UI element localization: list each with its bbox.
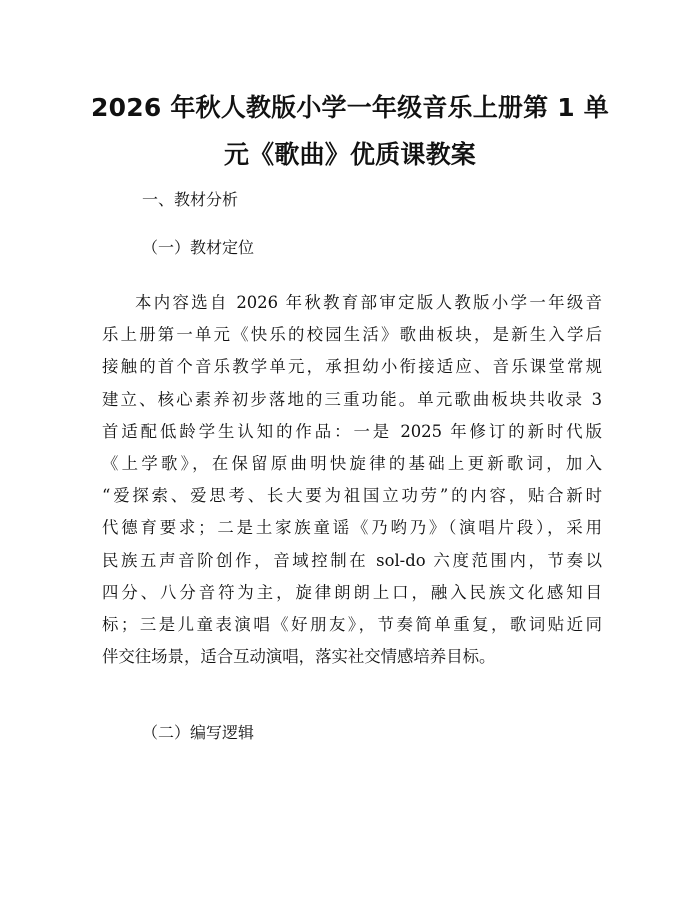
paragraph-line: 民族五声音阶创作，音域控制在 sol-do 六度范围内，节奏以 xyxy=(102,550,602,570)
paragraph-line: 伴交往场景，适合互动演唱，落实社交情感培养目标。 xyxy=(102,647,496,667)
paragraph-line: 乐上册第一单元《快乐的校园生活》歌曲板块，是新生入学后 xyxy=(102,325,602,345)
subsection-heading-positioning: （一）教材定位 xyxy=(142,238,255,257)
paragraph-line: 代德育要求；二是土家族童谣《乃哟乃》（演唱片段），采用 xyxy=(102,518,602,538)
document-title xyxy=(80,84,620,178)
title-line-1: 2026 年秋人教版小学一年级音乐上册第 1 单 xyxy=(91,93,609,122)
paragraph-line: 接触的首个音乐教学单元，承担幼小衔接适应、音乐课堂常规 xyxy=(102,357,602,377)
subsection-heading-writing-logic: （二）编写逻辑 xyxy=(142,723,255,742)
paragraph-positioning xyxy=(102,287,602,673)
paragraph-line: 四分、八分音符为主，旋律朗朗上口，融入民族文化感知目 xyxy=(102,582,602,602)
paragraph-line: 本内容选自 2026 年秋教育部审定版人教版小学一年级音 xyxy=(135,293,602,312)
title-line-2: 元《歌曲》优质课教案 xyxy=(223,140,476,169)
paragraph-line: 《上学歌》，在保留原曲明快旋律的基础上更新歌词，加入 xyxy=(102,454,602,474)
paragraph-line: “爱探索、爱思考、长大要为祖国立功劳”的内容，贴合新时 xyxy=(102,486,602,506)
paragraph-line: 建立、核心素养初步落地的三重功能。单元歌曲板块共收录 3 xyxy=(102,389,602,409)
section-heading-analysis: 一、教材分析 xyxy=(142,190,239,209)
paragraph-line: 标；三是儿童表演唱《好朋友》，节奏简单重复，歌词贴近同 xyxy=(102,615,602,635)
paragraph-line: 首适配低龄学生认知的作品：一是 2025 年修订的新时代版 xyxy=(102,421,602,441)
